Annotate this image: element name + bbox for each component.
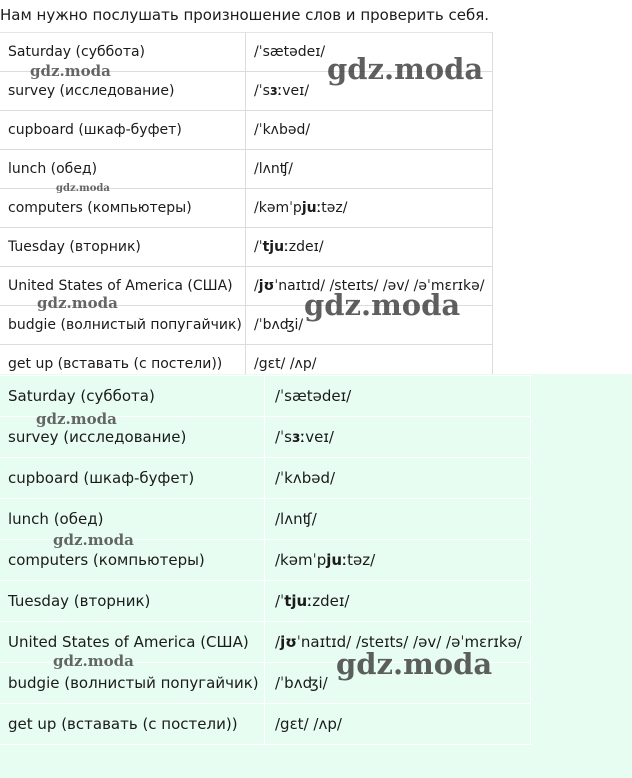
word-cell: budgie (волнистый попугайчик)	[0, 663, 265, 704]
word-cell: Saturday (суббота)	[0, 376, 265, 417]
transcription-cell	[246, 228, 493, 267]
word-cell: survey (исследование)	[0, 72, 246, 111]
word-cell: lunch (обед)	[0, 150, 246, 189]
answer-row	[0, 417, 531, 458]
transcription-cell	[265, 704, 531, 745]
transcription-part: veɪ/	[305, 428, 334, 446]
transcription-part: /gɛt/ /ʌp/	[254, 356, 317, 372]
word-cell: lunch (обед)	[0, 499, 265, 540]
transcription-part: /kəmˈp	[254, 200, 302, 216]
transcription-cell	[246, 189, 493, 228]
word-cell: budgie (волнистый попугайчик)	[0, 306, 246, 345]
transcription-cell	[265, 540, 531, 581]
transcription-cell	[265, 376, 531, 417]
watermark: gdz.moda	[53, 531, 134, 549]
transcription-part: jʊ	[258, 278, 275, 294]
transcription-part: təz/	[321, 200, 348, 216]
word-cell: United States of America (США)	[0, 267, 246, 306]
transcription-part: juː	[326, 551, 348, 569]
word-cell: survey (исследование)	[0, 417, 265, 458]
pronunciation-row	[0, 189, 493, 228]
pronunciation-row	[0, 111, 493, 150]
transcription-part: zdeɪ/	[288, 239, 324, 255]
transcription-part: /ˈbʌʤi/	[254, 317, 304, 333]
transcription-part: tjuː	[262, 239, 289, 255]
transcription-part: /ˈkʌbəd/	[275, 469, 336, 487]
pronunciation-row	[0, 33, 493, 72]
pronunciation-row	[0, 72, 493, 111]
transcription-part: /gɛt/ /ʌp/	[275, 715, 342, 733]
answer-row	[0, 663, 531, 704]
transcription-cell	[246, 150, 493, 189]
answer-row	[0, 458, 531, 499]
transcription-part: ˈnaɪtɪd/ /steɪts/ /əv/ /əˈmɛrɪkə/	[274, 278, 485, 294]
watermark: gdz.moda	[53, 652, 134, 670]
transcription-part: /	[254, 278, 259, 294]
word-cell: computers (компьютеры)	[0, 189, 246, 228]
transcription-part: tjuː	[284, 592, 313, 610]
transcription-part: /kəmˈp	[275, 551, 327, 569]
transcription-part: /ˈs	[254, 83, 270, 99]
watermark: gdz.moda	[304, 288, 461, 322]
watermark: gdz.moda	[30, 62, 111, 80]
watermark: gdz.moda	[327, 52, 484, 86]
pronunciation-row	[0, 150, 493, 189]
answer-table-body	[0, 376, 531, 745]
pronunciation-row	[0, 306, 493, 345]
transcription-cell	[265, 622, 531, 663]
answer-row	[0, 581, 531, 622]
word-cell: cupboard (шкаф-буфет)	[0, 111, 246, 150]
transcription-cell	[265, 499, 531, 540]
word-cell: United States of America (США)	[0, 622, 265, 663]
transcription-cell	[246, 306, 493, 345]
transcription-part: jʊ	[280, 633, 297, 651]
word-cell: get up (вставать (с постели))	[0, 345, 246, 384]
answer-row	[0, 704, 531, 745]
pronunciation-table-body	[0, 33, 493, 384]
transcription-part: /ˈsætədeɪ/	[254, 44, 326, 60]
intro-text: Нам нужно послушать произношение слов и проверить себя.	[0, 6, 490, 24]
transcription-cell	[265, 581, 531, 622]
transcription-part: zdeɪ/	[312, 592, 350, 610]
transcription-part: /lʌnʧ/	[254, 161, 294, 177]
transcription-part: /lʌnʧ/	[275, 510, 317, 528]
transcription-cell	[246, 33, 493, 72]
transcription-cell	[246, 111, 493, 150]
answer-row	[0, 499, 531, 540]
answer-table	[0, 375, 531, 745]
watermark: gdz.moda	[36, 410, 117, 428]
transcription-cell	[246, 267, 493, 306]
watermark: gdz.moda	[37, 294, 118, 312]
pronunciation-table	[0, 32, 493, 384]
transcription-cell	[246, 72, 493, 111]
transcription-part: /ˈkʌbəd/	[254, 122, 311, 138]
word-cell: computers (компьютеры)	[0, 540, 265, 581]
transcription-part: /	[275, 633, 281, 651]
watermark: gdz.moda	[56, 183, 110, 194]
word-cell: get up (вставать (с постели))	[0, 704, 265, 745]
pronunciation-row	[0, 228, 493, 267]
word-cell: Saturday (суббота)	[0, 33, 246, 72]
transcription-part: təz/	[347, 551, 376, 569]
pronunciation-row	[0, 267, 493, 306]
transcription-part: ɜː	[292, 428, 306, 446]
transcription-part: /ˈbʌʤi/	[275, 674, 328, 692]
word-cell: Tuesday (вторник)	[0, 581, 265, 622]
transcription-cell	[265, 458, 531, 499]
word-cell: Tuesday (вторник)	[0, 228, 246, 267]
transcription-cell	[265, 663, 531, 704]
answer-row	[0, 622, 531, 663]
transcription-part: ˈnaɪtɪd/ /steɪts/ /əv/ /əˈmɛrɪkə/	[296, 633, 522, 651]
transcription-part: ɜː	[269, 83, 283, 99]
watermark: gdz.moda	[336, 647, 493, 681]
answer-row	[0, 376, 531, 417]
transcription-part: /ˈ	[275, 592, 285, 610]
transcription-part: /ˈsætədeɪ/	[275, 387, 352, 405]
transcription-part: juː	[301, 200, 322, 216]
answer-row	[0, 540, 531, 581]
transcription-part: /ˈ	[254, 239, 263, 255]
transcription-part: veɪ/	[282, 83, 310, 99]
word-cell: cupboard (шкаф-буфет)	[0, 458, 265, 499]
transcription-part: /ˈs	[275, 428, 292, 446]
transcription-cell	[265, 417, 531, 458]
